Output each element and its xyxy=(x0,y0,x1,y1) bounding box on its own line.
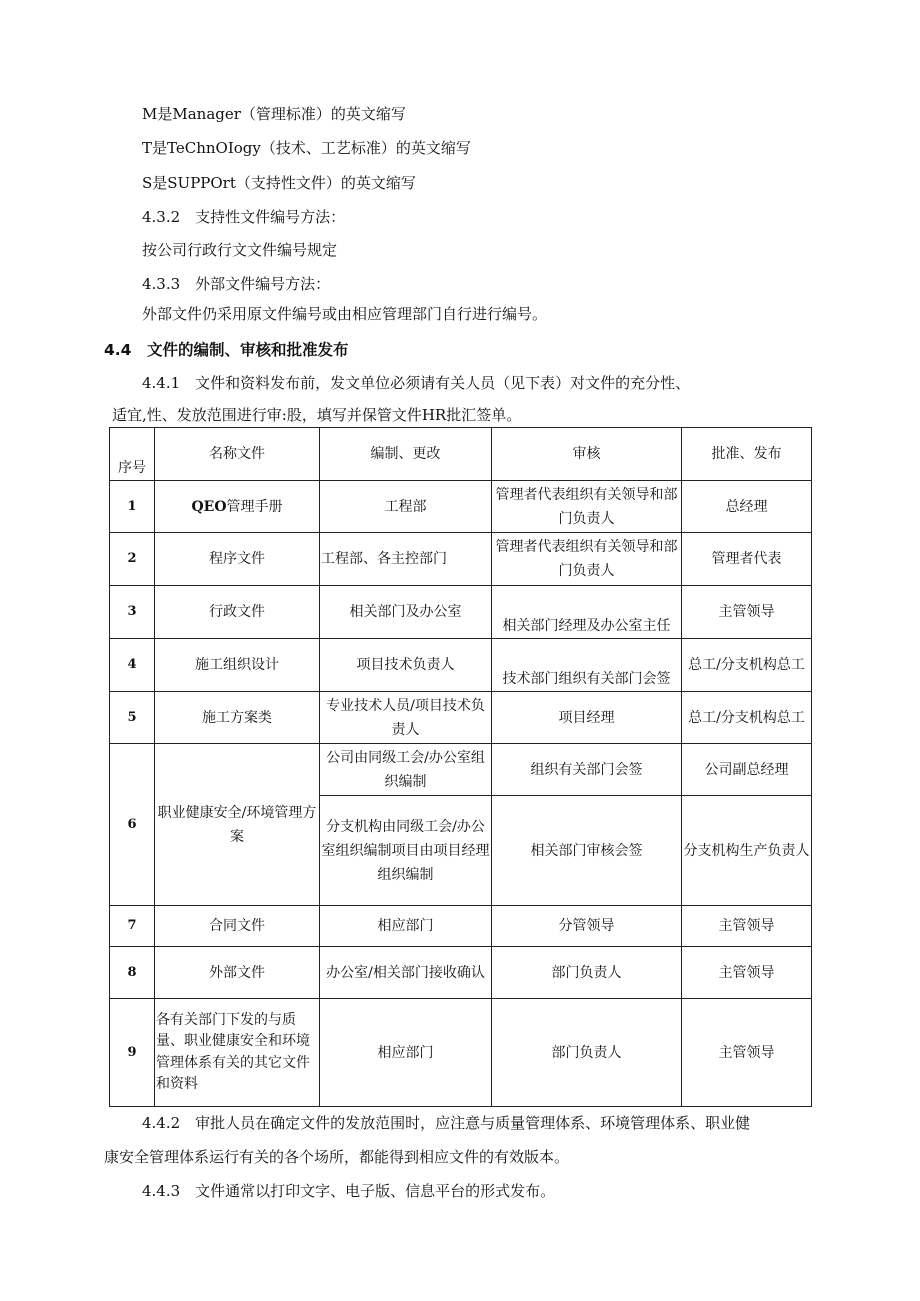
row-file-name: 程序文件 xyxy=(155,533,320,586)
row-approve: 公司副总经理 xyxy=(682,744,812,796)
text-line-admin-numbering: 按公司行政行文文件编号规定 xyxy=(142,241,338,259)
row-file-name: 行政文件 xyxy=(155,586,320,639)
table-row xyxy=(110,906,812,947)
row-number: 8 xyxy=(110,947,155,999)
row-approve: 分支机构生产负责人 xyxy=(682,796,812,906)
header-name: 名称文件 xyxy=(155,428,320,481)
table-row xyxy=(110,586,812,639)
text-line-technology: T是TeChnOIogy（技术、工艺标准）的英文缩写 xyxy=(142,139,471,157)
header-prepare: 编制、更改 xyxy=(320,428,492,481)
section-4-4-1-line1: 4.4.1 文件和资料发布前，发文单位必须请有关人员（见下表）对文件的充分性、 xyxy=(142,374,691,392)
row-number: 4 xyxy=(110,639,155,692)
row-prepare: 专业技术人员/项目技术负责人 xyxy=(320,692,492,744)
row-number: 2 xyxy=(110,533,155,586)
row-review: 管理者代表组织有关领导和部门负责人 xyxy=(492,481,682,533)
section-4-4-2-line1: 4.4.2 审批人员在确定文件的发放范围时，应注意与质量管理体系、环境管理体系、职业健 xyxy=(142,1114,751,1132)
row-file-name-rest: 管理手册 xyxy=(226,498,283,515)
row-prepare: 相应部门 xyxy=(320,906,492,947)
row-prepare: 工程部 xyxy=(320,481,492,533)
table-row xyxy=(110,999,812,1107)
row-approve: 主管领导 xyxy=(682,947,812,999)
table-row xyxy=(110,947,812,999)
approval-table xyxy=(109,427,812,1107)
row-review: 相关部门经理及办公室主任 xyxy=(492,586,682,639)
row-prepare: 办公室/相关部门接收确认 xyxy=(320,947,492,999)
row-review: 相关部门审核会签 xyxy=(492,796,682,906)
row-approve: 总工/分支机构总工 xyxy=(682,692,812,744)
row-review: 管理者代表组织有关领导和部门负责人 xyxy=(492,533,682,586)
header-approve: 批准、发布 xyxy=(682,428,812,481)
table-row xyxy=(110,481,812,533)
row-approve: 主管领导 xyxy=(682,999,812,1107)
row-approve: 管理者代表 xyxy=(682,533,812,586)
row-review: 项目经理 xyxy=(492,692,682,744)
section-4-4-1-line2: 适宜,性、发放范围进行审:股，填写并保管文件HR批汇签单。 xyxy=(112,406,522,424)
row-number: 5 xyxy=(110,692,155,744)
row-file-name xyxy=(155,481,320,533)
row-approve: 主管领导 xyxy=(682,586,812,639)
row-prepare: 公司由同级工会/办公室组织编制 xyxy=(320,744,492,796)
row-number: 1 xyxy=(110,481,155,533)
text-line-support: S是SUPPOrt（支持性文件）的英文缩写 xyxy=(142,174,416,192)
row-approve: 总经理 xyxy=(682,481,812,533)
row-number: 3 xyxy=(110,586,155,639)
row-prepare: 分支机构由同级工会/办公室组织编制项目由项目经理组织编制 xyxy=(320,796,492,906)
row-review: 部门负责人 xyxy=(492,947,682,999)
text-line-external-numbering: 外部文件仍采用原文件编号或由相应管理部门自行进行编号。 xyxy=(142,305,548,323)
text-line-manager: M是Manager（管理标准）的英文缩写 xyxy=(142,105,406,123)
table-header-row xyxy=(110,428,812,481)
row-file-name: 职业健康安全/环境管理方案 xyxy=(155,744,320,906)
table-row xyxy=(110,692,812,744)
section-4-4-3: 4.4.3 文件通常以打印文字、电子版、信息平台的形式发布。 xyxy=(142,1182,556,1200)
row-file-name: 合同文件 xyxy=(155,906,320,947)
section-heading-4-4: 4.4 文件的编制、审核和批准发布 xyxy=(104,341,349,359)
row-prepare: 相应部门 xyxy=(320,999,492,1107)
table-row xyxy=(110,744,812,796)
row-review: 部门负责人 xyxy=(492,999,682,1107)
row-file-name: 各有关部门下发的与质量、职业健康安全和环境管理体系有关的其它文件和资料 xyxy=(155,999,320,1107)
header-seq: 序号 xyxy=(110,428,155,481)
header-review: 审核 xyxy=(492,428,682,481)
row-number: 9 xyxy=(110,999,155,1107)
row-number: 7 xyxy=(110,906,155,947)
section-4-4-2-line2: 康安全管理体系运行有关的各个场所，都能得到相应文件的有效版本。 xyxy=(104,1148,570,1166)
table-row xyxy=(110,533,812,586)
section-4-3-2: 4.3.2 支持性文件编号方法： xyxy=(142,208,346,226)
row-number: 6 xyxy=(110,744,155,906)
row-review: 分管领导 xyxy=(492,906,682,947)
row-approve: 主管领导 xyxy=(682,906,812,947)
row-review: 技术部门组织有关部门会签 xyxy=(492,639,682,692)
row-prepare: 工程部、各主控部门 xyxy=(320,533,492,586)
row-file-name: 施工组织设计 xyxy=(155,639,320,692)
row-file-name-abbr: QEO xyxy=(191,498,227,515)
row-prepare: 项目技术负责人 xyxy=(320,639,492,692)
row-review: 组织有关部门会签 xyxy=(492,744,682,796)
table-row xyxy=(110,639,812,692)
row-file-name: 施工方案类 xyxy=(155,692,320,744)
row-approve: 总工/分支机构总工 xyxy=(682,639,812,692)
row-prepare: 相关部门及办公室 xyxy=(320,586,492,639)
section-4-3-3: 4.3.3 外部文件编号方法： xyxy=(142,275,331,293)
row-file-name: 外部文件 xyxy=(155,947,320,999)
